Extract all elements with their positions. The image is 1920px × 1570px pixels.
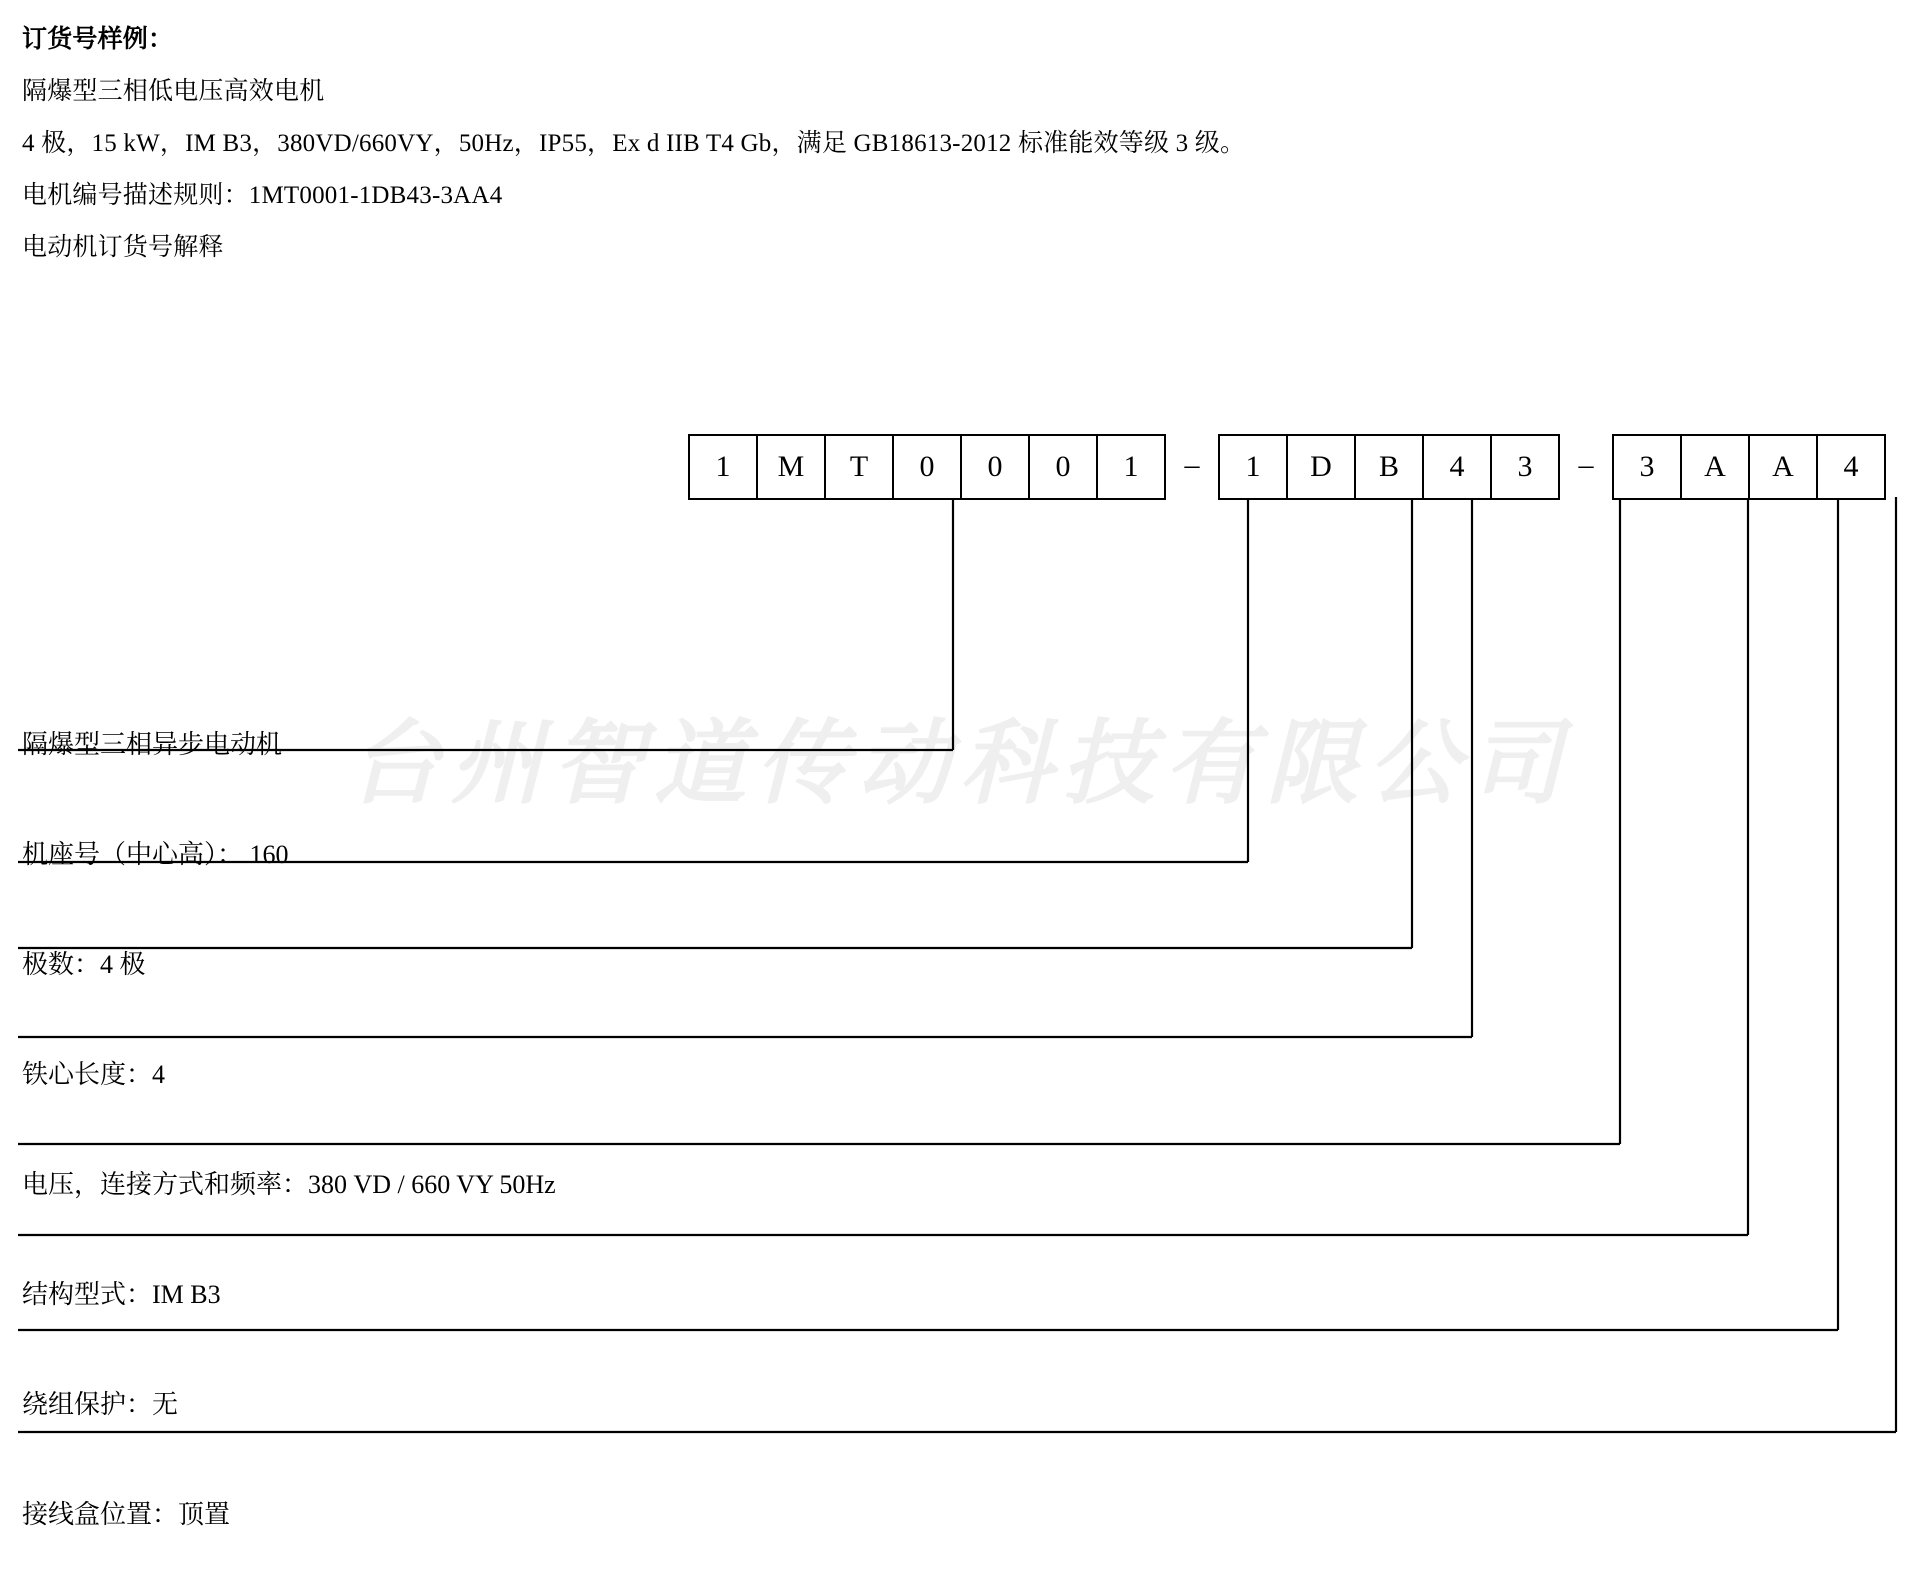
watermark: 台州智道传动科技有限公司: [347, 713, 1572, 815]
header-text-block: [22, 14, 1882, 274]
code-separator: –: [1560, 434, 1612, 496]
code-cell: T: [824, 434, 894, 500]
legend-item-label: 绕组保护：无: [22, 1390, 179, 1419]
code-cell: M: [756, 434, 826, 500]
legend-item: [22, 1350, 1822, 1460]
legend-item-label: 铁心长度：4: [22, 1060, 166, 1089]
header-line-explanation: 电动机订货号解释: [22, 234, 224, 261]
header-line-product: 隔爆型三相低电压高效电机: [22, 78, 325, 105]
legend-item: [22, 1460, 1822, 1570]
legend-item-label: 机座号（中心高）： 160: [22, 840, 289, 869]
code-cell: B: [1354, 434, 1424, 500]
code-cell: 0: [960, 434, 1030, 500]
legend-item-label: 隔爆型三相异步电动机: [22, 730, 283, 759]
code-cell: 1: [1096, 434, 1166, 500]
legend-item-label: 极数：4 极: [22, 950, 146, 979]
order-code-group-2: [1218, 434, 1560, 500]
code-cell: A: [1748, 434, 1818, 500]
legend-item: [22, 1130, 1822, 1240]
legend-item: [22, 1240, 1822, 1350]
legend-item: [22, 690, 1822, 800]
code-cell: 3: [1612, 434, 1682, 500]
header-line-specs: 4 极，15 kW，IM B3，380VD/660VY，50Hz，IP55，Ex d IIB T4 Gb，满足 GB18613-2012 标准能效等级 3 级。: [22, 130, 1246, 157]
code-cell: 0: [892, 434, 962, 500]
legend-item-label: 接线盒位置：顶置: [22, 1500, 231, 1529]
code-cell: 1: [688, 434, 758, 500]
legend-item-label: 电压，连接方式和频率：380 VD / 660 VY 50Hz: [22, 1170, 556, 1199]
code-cell: 4: [1816, 434, 1886, 500]
legend-item: [22, 910, 1822, 1020]
order-code-group-1: [688, 434, 1166, 500]
code-cell: 0: [1028, 434, 1098, 500]
code-cell: 1: [1218, 434, 1288, 500]
legend-item: [22, 1020, 1822, 1130]
header-line-rule: 电机编号描述规则：1MT0001-1DB43-3AA4: [22, 182, 503, 209]
code-cell: 3: [1490, 434, 1560, 500]
order-code-boxes: [688, 434, 1886, 500]
code-separator: –: [1166, 434, 1218, 496]
code-cell: A: [1680, 434, 1750, 500]
code-cell: D: [1286, 434, 1356, 500]
legend-item: [22, 800, 1822, 910]
code-cell: 4: [1422, 434, 1492, 500]
header-line-title: 订货号样例：: [22, 26, 174, 53]
legend-item-label: 结构型式：IM B3: [22, 1280, 221, 1309]
order-code-group-3: [1612, 434, 1886, 500]
legend-list: [22, 690, 1822, 1570]
